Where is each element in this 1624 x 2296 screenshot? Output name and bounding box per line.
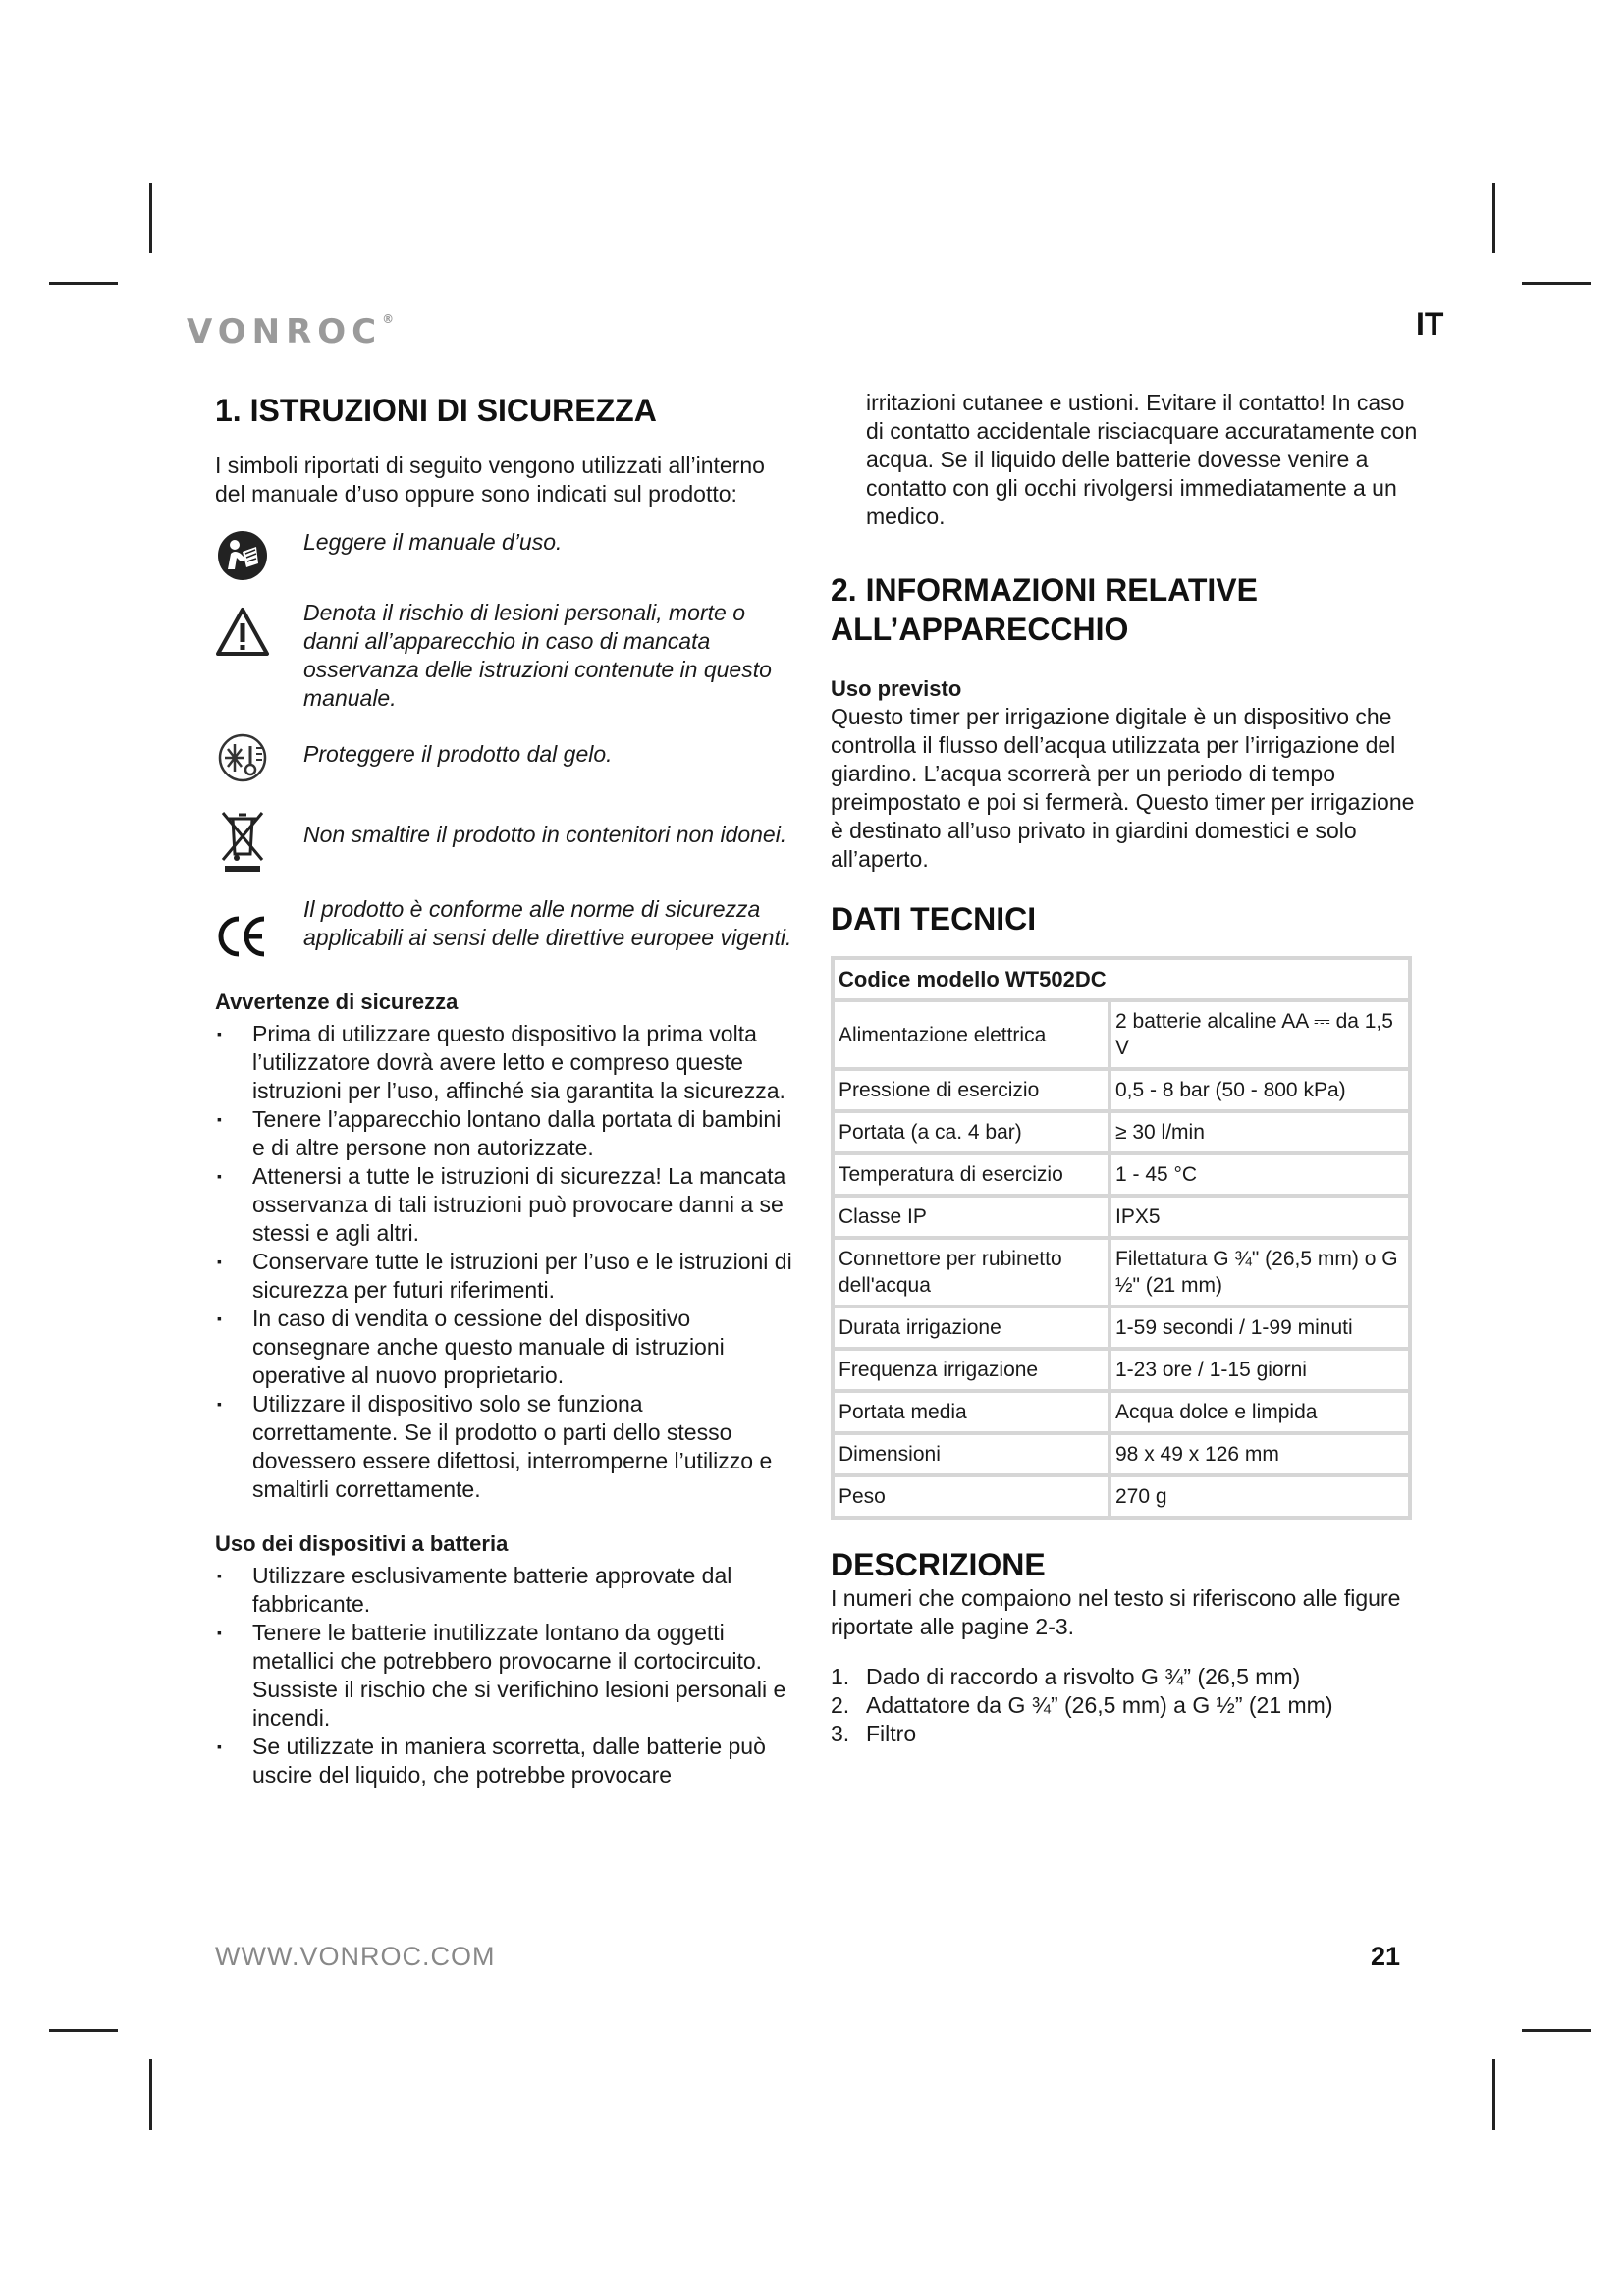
table-cell: Peso (833, 1475, 1110, 1518)
crossed-bin-icon (215, 807, 270, 876)
parts-list (831, 1663, 1420, 1748)
list-item: ▪ Utilizzare il dispositivo solo se funziona correttamente. Se il prodotto o parti dello stesso dovessero essere difettosi, interromperne l’utilizzo e smaltirli correttamente. (215, 1390, 794, 1504)
brand-logo-text: VONROC (187, 312, 383, 351)
table-cell: Filettatura G ¾" (26,5 mm) o G ½" (21 mm) (1110, 1238, 1410, 1307)
safety-warnings-heading: Avvertenze di sicurezza (215, 989, 459, 1014)
symbol-row (215, 599, 794, 713)
crop-mark (1492, 183, 1495, 253)
intended-use-text: Questo timer per irrigazione digitale è un dispositivo che controlla il flusso dell’acqua utilizzata per l’irrigazione del giardino. L’acqua scorrerà per un periodo di tempo preimpostato e poi si fermerà. Questo timer per irrigazione è destinato all’uso privato in giardini domestici e solo all’aperto. (831, 704, 1415, 872)
list-item: ▪ In caso di vendita o cessione del dispositivo consegnare anche questo manuale di istruzioni operative al nuovo proprietario. (215, 1305, 794, 1390)
symbol-text: Leggere il manuale d’uso. (303, 529, 563, 555)
table-row (833, 1433, 1410, 1475)
intended-use-heading: Uso previsto (831, 676, 962, 701)
table-cell: 0,5 - 8 bar (50 - 800 kPa) (1110, 1069, 1410, 1111)
read-manual-icon (215, 528, 270, 583)
item-text: Dado di raccordo a risvolto G ¾” (26,5 mm) (866, 1664, 1301, 1689)
table-row (833, 1238, 1410, 1307)
table-cell: 98 x 49 x 126 mm (1110, 1433, 1410, 1475)
crop-mark (1522, 2029, 1591, 2032)
table-row (833, 1196, 1410, 1238)
table-cell: Connettore per rubinetto dell'acqua (833, 1238, 1110, 1307)
table-cell: Acqua dolce e limpida (1110, 1391, 1410, 1433)
section2-title: 2. INFORMAZIONI RELATIVE ALL’APPARECCHIO (831, 572, 1258, 647)
crop-mark (49, 282, 118, 285)
crop-mark (149, 183, 152, 253)
symbol-row (215, 528, 794, 583)
table-row (833, 1349, 1410, 1391)
section1-title: 1. ISTRUZIONI DI SICUREZZA (215, 393, 657, 428)
left-column (215, 391, 794, 1789)
symbol-text: Proteggere il prodotto dal gelo. (303, 741, 613, 767)
table-cell: Alimentazione elettrica (833, 1000, 1110, 1069)
description-intro: I numeri che compaiono nel testo si riferiscono alle figure riportate alle pagine 2-3. (831, 1585, 1401, 1639)
list-item: ▪ Attenersi a tutte le istruzioni di sicurezza! La mancata osservanza di tali istruzioni può provocare danni a se stessi e agli altri. (215, 1162, 794, 1248)
crop-mark (1492, 2059, 1495, 2130)
crop-mark (149, 2059, 152, 2130)
table-cell: Portata media (833, 1391, 1110, 1433)
table-cell: Durata irrigazione (833, 1307, 1110, 1349)
battery-use-list (215, 1562, 794, 1789)
crop-mark (1522, 282, 1591, 285)
list-item: ▪ Utilizzare esclusivamente batterie approvate dal fabbricante. (215, 1562, 794, 1619)
list-item (831, 1663, 1420, 1691)
battery-continued-text: irritazioni cutanee e ustioni. Evitare il contatto! In caso di contatto accidentale risciacquare accuratamente con acqua. Se il liquido delle batterie dovesse venire a contatto con gli occhi rivolgersi immediatamente a un medico. (866, 390, 1418, 529)
table-row (833, 1069, 1410, 1111)
symbol-row (215, 895, 794, 964)
footer-url: WWW.VONROC.COM (215, 1942, 496, 1971)
crop-mark (49, 2029, 118, 2032)
table-row (833, 1000, 1410, 1069)
table-cell: ≥ 30 l/min (1110, 1111, 1410, 1153)
list-item: ▪ Se utilizzate in maniera scorretta, dalle batterie può uscire del liquido, che potrebbe provocare (215, 1733, 794, 1789)
list-item (831, 1720, 1420, 1748)
item-number: 3. (831, 1721, 850, 1746)
table-row (833, 1111, 1410, 1153)
table-cell: Portata (a ca. 4 bar) (833, 1111, 1110, 1153)
table-cell: Dimensioni (833, 1433, 1110, 1475)
table-cell: Classe IP (833, 1196, 1110, 1238)
page-number: 21 (1371, 1942, 1401, 1971)
item-number: 1. (831, 1664, 850, 1689)
symbol-text: Il prodotto è conforme alle norme di sicurezza applicabili ai sensi delle direttive europee vigenti. (303, 896, 792, 950)
list-item: ▪ Prima di utilizzare questo dispositivo la prima volta l’utilizzatore dovrà avere letto e compreso queste istruzioni per l’uso, affinché sia garantita la sicurezza. (215, 1020, 794, 1105)
brand-trademark: ® (382, 312, 395, 326)
list-item (831, 1691, 1420, 1720)
battery-use-heading: Uso dei dispositivi a batteria (215, 1531, 509, 1556)
list-item: ▪ Conservare tutte le istruzioni per l’uso e le istruzioni di sicurezza per futuri riferimenti. (215, 1248, 794, 1305)
table-cell: 2 batterie alcaline AA ⎓ da 1,5 V (1110, 1000, 1410, 1069)
table-cell: Frequenza irrigazione (833, 1349, 1110, 1391)
tech-data-title: DATI TECNICI (831, 901, 1037, 936)
table-cell: 1-23 ore / 1-15 giorni (1110, 1349, 1410, 1391)
symbol-row (215, 730, 794, 785)
frost-protect-icon (215, 730, 270, 785)
item-text: Filtro (866, 1721, 917, 1746)
section1-intro: I simboli riportati di seguito vengono utilizzati all’interno del manuale d’uso oppure sono indicati sul prodotto: (215, 453, 765, 507)
safety-warnings-list (215, 1020, 794, 1504)
symbol-text: Denota il rischio di lesioni personali, morte o danni all’apparecchio in caso di mancata osservanza delle istruzioni contenute in questo manuale. (303, 600, 772, 711)
table-cell: Codice modello WT502DC (833, 958, 1410, 1000)
table-cell: 1 - 45 °C (1110, 1153, 1410, 1196)
description-title: DESCRIZIONE (831, 1547, 1046, 1582)
table-cell: 270 g (1110, 1475, 1410, 1518)
table-cell: IPX5 (1110, 1196, 1410, 1238)
table-row (833, 1391, 1410, 1433)
ce-mark-icon (215, 909, 270, 964)
table-row (833, 1475, 1410, 1518)
brand-logo (187, 312, 394, 351)
tech-data-table (831, 956, 1412, 1520)
table-row (833, 1307, 1410, 1349)
list-item: ▪ Tenere le batterie inutilizzate lontano da oggetti metallici che potrebbero provocarne il cortocircuito. Sussiste il rischio che si verifichino lesioni personali e incendi. (215, 1619, 794, 1733)
table-cell: 1-59 secondi / 1-99 minuti (1110, 1307, 1410, 1349)
table-row (833, 958, 1410, 1000)
warning-triangle-icon (215, 605, 270, 660)
list-item: ▪ Tenere l’apparecchio lontano dalla portata di bambini e di altre persone non autorizzate. (215, 1105, 794, 1162)
right-column (831, 389, 1420, 1748)
table-cell: Temperatura di esercizio (833, 1153, 1110, 1196)
item-text: Adattatore da G ¾” (26,5 mm) a G ½” (21 mm) (866, 1692, 1333, 1718)
language-code: IT (1416, 306, 1444, 342)
table-row (833, 1153, 1410, 1196)
symbol-row (215, 807, 794, 876)
symbol-text: Non smaltire il prodotto in contenitori non idonei. (303, 822, 787, 847)
table-cell: Pressione di esercizio (833, 1069, 1110, 1111)
item-number: 2. (831, 1692, 850, 1718)
